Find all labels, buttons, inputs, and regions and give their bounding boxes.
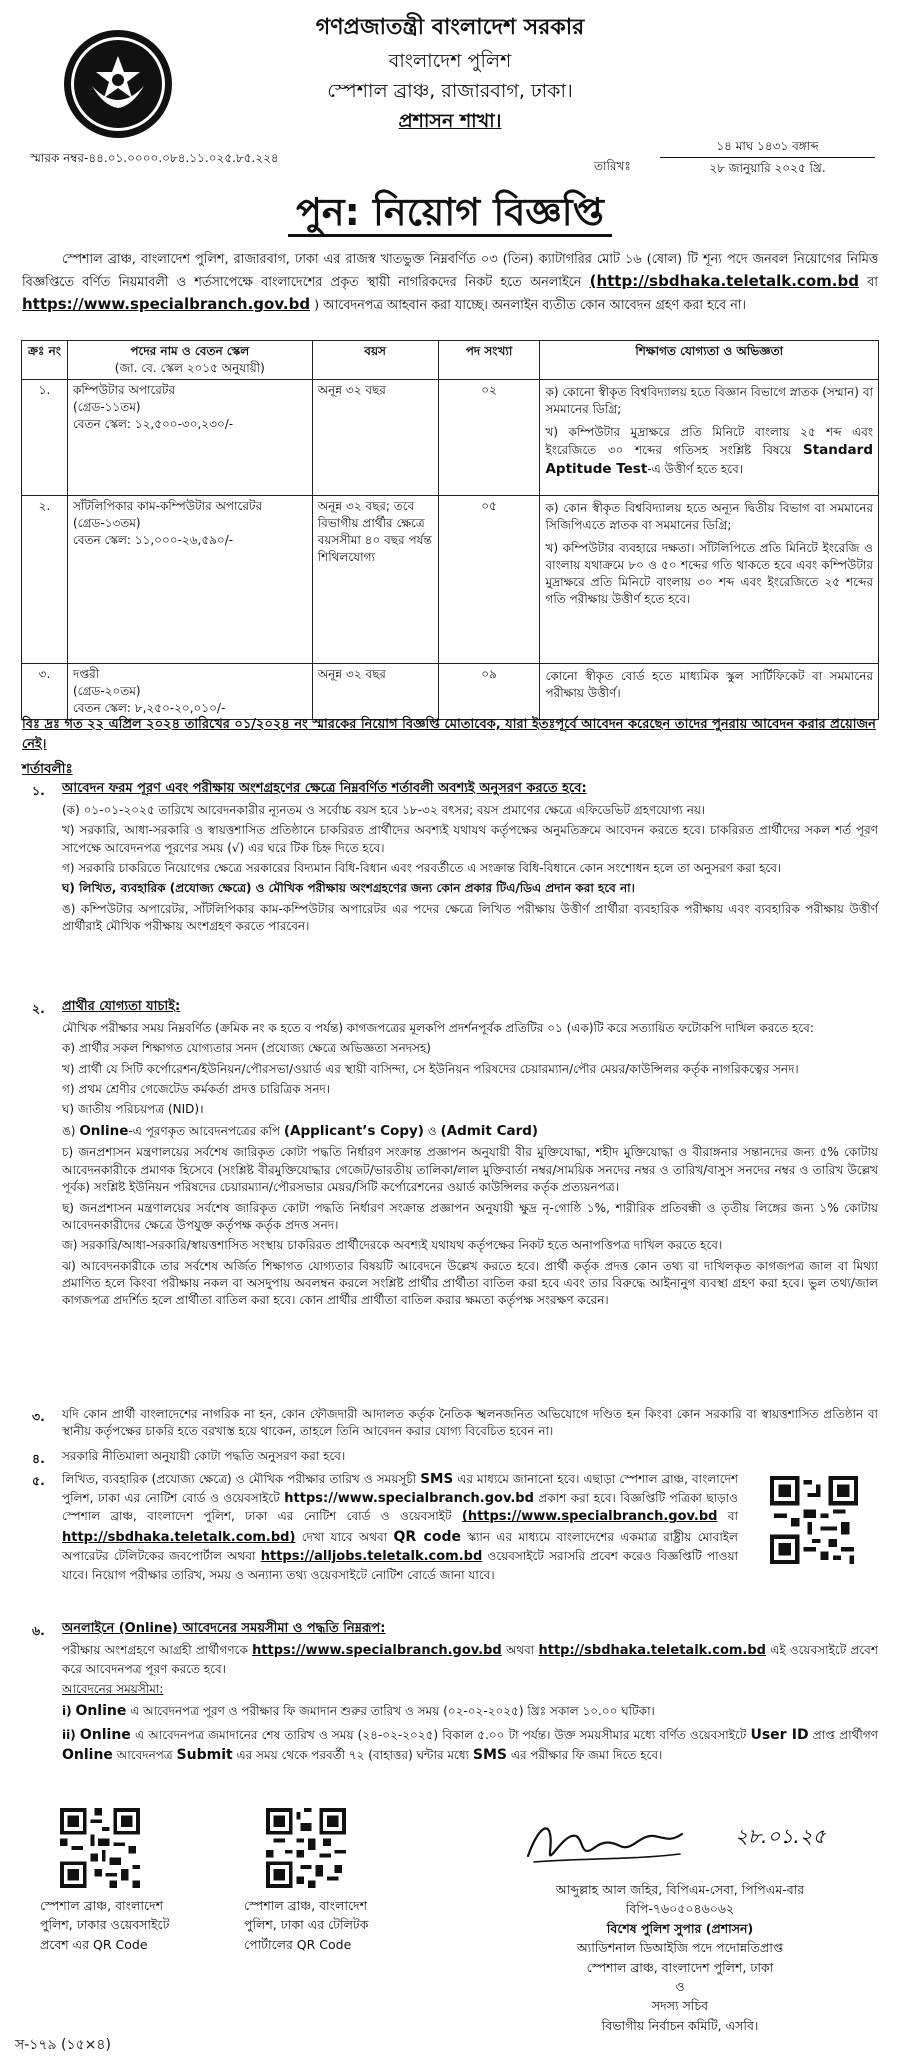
condition-2-k: ক) প্রার্থীর সকল শিক্ষাগত যোগ্যতার সনদ (প্রযোজ্য ক্ষেত্রে অভিজ্ঞতা সনদসহ) — [62, 1041, 431, 1056]
ng-text: -এ পূরণকৃত আবেদনপত্রের কপি — [128, 1123, 281, 1138]
condition-1-g: গ) সরকারি চাকরিতে নিয়োগের ক্ষেত্রে সরকারের বিদ্যমান বিধি-বিধান এবং পরবর্তীতে এ সংক্রান্ত বিধি-বিধানে কোন সংশোধন হলে তা অনুসরণ করা হবে। — [62, 861, 782, 876]
col-post-sub: (জা. বে. স্কেল ২০১৫ অনুযায়ী) — [114, 361, 265, 376]
condition-1-gh: ঘ) লিখিত, ব্যবহারিক (প্রযোজ্য ক্ষেত্রে) ও মৌখিক পরীক্ষায় অংশগ্রহণের জন্য কোন প্রকার টিএ/ডিএ প্রদান করা হবে না। — [62, 881, 635, 896]
qr-caption-mid-3: পোর্টালের QR Code — [244, 1936, 352, 1952]
row-count: ০৯ — [438, 664, 540, 720]
post-name: দপ্তরী — [72, 667, 100, 682]
c6-i-text: এ আবেদনপত্র পূরণ ও পরীক্ষার ফি জমাদান শুরুর তারিখ ও সময় (০২-০২-২০২৫) খ্রিঃ সকাল ১০.০০ ঘটিকা। — [130, 1704, 655, 1719]
intro-text: স্পেশাল ব্রাঞ্চ, বাংলাদেশ পুলিশ, রাজারবাগ, ঢাকা এর রাজস্ব খাতভুক্ত নিম্নবর্ণিত ০৩ (তিন) ক্যাটাগরির মোট ১৬ (ষোল) টি শূন্য পদে জনবল নিয়োগের নিমিত্ত বিজ্ঞপ্তিতে বর্ণিত নিয়মাবলী ও শর্তসাপেক্ষে বাংলাদেশের প্রকৃত স্থায়ী নাগরিকদের নিকট হতে অনলাইনে — [22, 252, 878, 290]
signatory-designation: বিশেষ পুলিশ সুপার (প্রশাসন) — [606, 1920, 754, 1936]
print-code: স-১৭৯ (১৫×৪) — [15, 2037, 111, 2053]
condition-2-kh: খ) প্রার্থী যে সিটি কর্পোরেশন/ইউনিয়ন/পৌরসভা/ওয়ার্ড এর স্থায়ী বাসিন্দা, সে ইউনিয়ন পরিষদের চেয়ারম্যান/পৌর মেয়র/কাউন্সিলর কর্তৃক নাগরিকত্বের সনদ। — [62, 1061, 799, 1076]
signatory-committee: বিভাগীয় নির্বাচন কমিটি, এসবি। — [601, 2017, 759, 2033]
c6-ii-online-2: Online — [62, 1747, 113, 1764]
condition-2-jh: ঝ) আবেদনকারীকে তার সর্বশেষ অর্জিত শিক্ষাগত যোগ্যতার বিষয়টি আবেদনে উল্লেখ করতে হবে। প্রার্থী কর্তৃক প্রদত্ত কোন তথ্য বা দাখিলকৃত কাগজপত্র জাল বা মিথ্যা প্রমাণিত হলে কিংবা পরীক্ষায় নকল বা অসদুপায় অবলম্বন করলে সংশ্লিষ্ট প্রার্থীর প্রার্থীতা বাতিল করা হবে এবং তার বিরুদ্ধে আইনানুগ ব্যবস্থা গ্রহণ করা হবে। ভুল তথ্য/জাল কাগজপত্র প্রদর্শিত হলে প্রার্থীতা বাতিল করা হবে। কোন প্রার্থীর প্রার্থীতা বাতিল করার ক্ষমতা কর্তৃপক্ষ সংরক্ষণ করেন। — [62, 1258, 878, 1308]
row-age: অনূন্ন ৩২ বছর — [312, 664, 438, 720]
qr-caption-mid-1: স্পেশাল ব্রাঞ্চ, বাংলাদেশ — [244, 1898, 367, 1913]
c6-i-num: i) — [62, 1704, 72, 1719]
col-qual: শিক্ষাগত যোগ্যতা ও অভিজ্ঞতা — [540, 341, 879, 380]
c5-text-b: এর মাধ্যমে জানানো হবে। এছাড়া স্পেশাল ব্রাঞ্চ, বাংলাদেশ পুলিশ, ঢাকা এর নোটিশ বোর্ড ও ওয়েবসাইটে — [62, 1472, 738, 1505]
condition-2-gh: ঘ) জাতীয় পরিচয়পত্র (NID)। — [62, 1102, 204, 1117]
c5-text-f: স্ক্যান এর মাধ্যমে বাংলাদেশের একমাত্র রাষ্ট্রীয় মোবাইল অপারেটর টেলিটকের জবপোর্টাল অথবা — [62, 1530, 738, 1564]
c6-intro-a: পরীক্ষায় অংশগ্রহণে আগ্রহী প্রার্থীগণকে — [62, 1642, 248, 1657]
special-note: বিঃ দ্রঃ গত ২২ এপ্রিল ২০২৪ তারিখের ০১/২০২৪ নং স্মারকের নিয়োগ বিজ্ঞপ্তি মোতাবেক, যারা ইতঃপূর্বে আবেদন করেছেন তাদের পুনরায় আবেদন করার প্রয়োজন নেই। — [22, 717, 876, 752]
qual-b-test: Standard Aptitude Test — [545, 442, 873, 478]
signatory-bp: বিপি-৭৬০৫০৪৬০৬২ — [625, 1901, 735, 1917]
col-age: বয়স — [312, 341, 438, 380]
col-post — [67, 341, 312, 380]
c5-text-a: লিখিত, ব্যবহারিক (প্রযোজ্য ক্ষেত্রে) ও মৌখিক পরীক্ষার তারিখ ও সময়সূচী — [62, 1472, 417, 1486]
row-sl: ২. — [22, 496, 68, 664]
c5-url-specialbranch[interactable]: https://www.specialbranch.gov.bd — [284, 1490, 534, 1506]
c6-deadline-end — [62, 1725, 878, 1766]
condition-1-kh: খ) সরকারি, আধা-সরকারি ও স্বায়ত্তশাসিত প্রতিষ্ঠানে চাকরিরত প্রার্থীদের অবশ্যই যথাযথ কর্তৃপক্ষের অনুমতিক্রমে আবেদন করতে হবে। চাকরিরত প্রার্থীদের সকল শর্ত পূরণ সাপেক্ষে আবেদনপত্র পূরণের সময় (√) এর ঘরে টিক চিহ্ন দিতে হবে। — [62, 823, 878, 855]
c6-ii-text-c: আবেদনপত্র — [116, 1748, 173, 1763]
qual-b-text: খ) কম্পিউটার মুদ্রাক্ষরে প্রতি মিনিটে বাংলায় ২৫ শব্দ এবং ইংরেজিতে ৩০ শব্দের গতিসহ সংশ্লিষ্ট বিষয়ে — [545, 425, 873, 458]
row-sl: ৩. — [22, 664, 68, 720]
notice-title — [0, 186, 900, 240]
qr-code-notice-graphic — [770, 1476, 858, 1564]
qual-a: কোনো স্বীকৃত বোর্ড হতে মাধ্যমিক স্কুল সার্টিফিকেট বা সমমানের পরীক্ষায় উত্তীর্ণ। — [545, 669, 873, 701]
condition-1-heading: আবেদন ফরম পূরণ এবং পরীক্ষায় অংশগ্রহণের ক্ষেত্রে নিম্নবর্ণিত শর্তাবলী অবশ্যই অনুসরণ করতে হবে: — [62, 781, 587, 796]
signature-date: ২৮.০১.২৫ — [735, 1824, 826, 1848]
qr-caption-mid-2: পুলিশ, ঢাকা এর টেলিটক — [244, 1917, 369, 1933]
table-row — [22, 380, 879, 496]
c5-sms: SMS — [420, 1471, 454, 1487]
qr-code-specialbranch[interactable] — [60, 1808, 140, 1888]
date-block — [660, 136, 875, 179]
notice-title-text: পুন: নিয়োগ বিজ্ঞপ্তি — [288, 190, 612, 237]
col-post-label: পদের নাম ও বেতন স্কেল — [130, 344, 250, 358]
date-label: তারিখঃ — [594, 159, 631, 173]
c5-url-alljobs[interactable]: https://alljobs.teletalk.com.bd — [260, 1549, 483, 1565]
row-count: ০২ — [438, 380, 540, 496]
row-qual — [540, 380, 879, 496]
c6-ii-text-a: এ আবেদনপত্র জমাদানের শেষ তারিখ ও সময় (২৪-০২-২০২৫) বিকাল ৫.০০ টা পর্যন্ত। উক্ত সময়সীমার মধ্যে বর্ণিত ওয়েবসাইটে — [134, 1727, 747, 1742]
condition-1-k: (ক) ০১-০১-২০২৫ তারিখে আবেদনকারীর ন্যূনতম ও সর্বোচ্চ বয়স হবে ১৮-৩২ বৎসর; বয়স প্রমাণের ক্ষেত্রে এফিডেভিট গ্রহণযোগ্য নয়। — [62, 802, 706, 817]
condition-2-g: গ) প্রথম শ্রেণীর গেজেটেড কর্মকর্তা প্রদত্ত চারিত্রিক সনদ। — [62, 1082, 331, 1097]
qr-caption-left-3: প্রবেশ এর QR Code — [40, 1936, 148, 1952]
qual-b-end: -এ উত্তীর্ণ হতে হবে। — [647, 462, 744, 477]
handwritten-signature — [520, 1812, 690, 1872]
signatory-name: আব্দুল্লাহ আল জহির, বিপিএম-সেবা, পিপিএম-বার — [555, 1882, 805, 1897]
c6-ii-online: Online — [79, 1726, 131, 1743]
cond-5-num: ৫. — [32, 1473, 45, 1488]
signatory-office: স্পেশাল ব্রাঞ্চ, বাংলাদেশ পুলিশ, ঢাকা — [586, 1959, 774, 1975]
teletalk-link[interactable]: (http://sbdhaka.teletalk.com.bd — [589, 271, 859, 290]
c5-text-c: প্রকাশ করা হবে। বিজ্ঞপ্তিটি পত্রিকা ছাড়াও স্পেশাল ব্রাঞ্চ, বাংলাদেশ পুলিশ, ঢাকা এর নোটিশ বোর্ড ও ওয়েবসাইট — [62, 1490, 738, 1524]
c6-ii-text-b: প্রাপ্ত প্রার্থীগণ — [812, 1727, 878, 1742]
c6-ii-num: ii) — [62, 1727, 76, 1742]
signatory-additional: অ্যাডিশনাল ডিআইজি পদে পদোন্নতিপ্রাপ্ত — [576, 1940, 784, 1956]
post-grade: (গ্রেড-১১তম) — [72, 400, 141, 415]
post-grade: (গ্রেড-২০তম) — [72, 684, 141, 699]
cond-3-num: ৩. — [32, 1409, 45, 1424]
row-qual — [540, 664, 879, 720]
row-age: অনূন্ন ৩২ বছর; তবে বিভাগীয় প্রার্থীর ক্ষেত্রে বয়সসীমা ৪০ বছর পর্যন্ত শিথিলযোগ্য — [312, 496, 438, 664]
condition-6 — [62, 1620, 878, 1768]
table-row — [22, 496, 879, 664]
c6-i-online: Online — [75, 1703, 127, 1720]
government-title: গণপ্রজাতন্ত্রী বাংলাদেশ সরকার — [315, 15, 585, 40]
c6-deadline-start — [62, 1701, 878, 1721]
c6-ii-userid: User ID — [750, 1726, 809, 1743]
row-age: অনূন্ন ৩২ বছর — [312, 380, 438, 496]
qr-code-teletalk[interactable] — [266, 1808, 346, 1888]
cond-4-num: ৪. — [32, 1451, 45, 1466]
condition-2-ch: চ) জনপ্রশাসন মন্ত্রণালয়ের সর্বশেষ জারিকৃত কোটা পদ্ধতি নির্ধারণ সংক্রান্ত প্রজ্ঞাপন অনুযায়ী বীর মুক্তিযোদ্ধা, শহীদ মুক্তিযোদ্ধা ও বীরাঙ্গনার সন্তানদের জন্য ৫% কোটায় আবেদনকারীকে প্রমাণক হিসেবে (সংশ্লিষ্ট বীরমুক্তিযোদ্ধার গেজেট/ভারতীয় তালিকা/লাল মুক্তিবার্তা নম্বর/সাময়িক সনদের নম্বর ও তারিখ/বাসুস সনদের নম্বর ও তারিখ উল্লেখ পূর্বক) সংশ্লিষ্ট ইউনিয়ন পরিষদের চেয়ারম্যান/পৌরসভার মেয়র/সিটি কর্পোরেশনের ওয়ার্ড কাউন্সিলর কর্তৃক প্রত্যয়নপত্র। — [62, 1145, 878, 1195]
ng-and: ও — [427, 1123, 437, 1138]
condition-2-ng — [62, 1122, 878, 1142]
vacancy-table — [21, 340, 879, 720]
condition-6-heading: অনলাইনে (Online) আবেদনের সময়সীমা ও পদ্ধতি নিম্নরূপ: — [62, 1621, 386, 1636]
post-scale: বেতন স্কেল: ৮,২৫০-২০,০১০/- — [72, 701, 226, 716]
special-branch-logo — [62, 28, 174, 140]
c5-or: বা — [727, 1509, 738, 1524]
cond-2-num: ২. — [32, 1001, 45, 1016]
office-address: স্পেশাল ব্রাঞ্চ, রাজারবাগ, ঢাকা। — [327, 80, 573, 102]
condition-1-ng: ঙ) কম্পিউটার অপারেটর, সাঁটলিপিকার কাম-কম্পিউটার অপারেটর এর পদের ক্ষেত্রে লিখিত পরীক্ষায় উত্তীর্ণ প্রার্থীরা ব্যবহারিক পরীক্ষায় এবং ব্যবহারিক পরীক্ষায় উত্তীর্ণ প্রার্থীরাই মৌখিক পরীক্ষায় অংশগ্রহণ করতে পারবেন। — [62, 901, 878, 934]
col-sl: ক্রঃ নং — [22, 341, 68, 380]
post-grade: (গ্রেড-১৩তম) — [72, 516, 141, 531]
condition-2-j: জ) সরকারি/আধা-সরকারি/স্বায়ত্তশাসিত সংস্থায় চাকরিরত প্রার্থীদেরকে অবশ্যই যথাযথ কর্তৃপক্ষের নিকট হতে অনাপত্তিপত্র দাখিল করতে হবে। — [62, 1238, 723, 1253]
row-count: ০৫ — [438, 496, 540, 664]
qr-caption-left-1: স্পেশাল ব্রাঞ্চ, বাংলাদেশ — [40, 1898, 163, 1913]
post-name: সাঁটলিপিকার কাম-কম্পিউটার অপারেটর — [72, 499, 263, 514]
section-name: প্রশাসন শাখা। — [398, 110, 502, 132]
intro-paragraph — [22, 250, 878, 316]
c5-url-specialbranch-2[interactable]: (https://www.specialbranch.gov.bd — [461, 1509, 718, 1525]
ng-admit-card: (Admit Card) — [440, 1122, 539, 1139]
c5-text-g: ওয়েবসাইটে সরাসরি প্রবেশ করেও বিজ্ঞপ্তিটি পাওয়া যাবে। নিয়োগ পরীক্ষার তারিখ, সময় ও অন্যান্য তথ্য ওয়েবসাইটে নোটিশ বোর্ডে জানা যাবে। — [62, 1549, 738, 1582]
qr-code-teletalk-graphic — [266, 1808, 346, 1888]
specialbranch-link[interactable]: https://www.specialbranch.gov.bd — [22, 295, 311, 314]
c6-intro-c: এই ওয়েবসাইটে প্রবেশ করে আবেদনপত্র পূরণ করতে হবে। — [62, 1642, 878, 1676]
row-sl: ১. — [22, 380, 68, 496]
condition-3: যদি কোন প্রার্থী বাংলাদেশের নাগরিক না হন, কোন ফৌজদারী আদালত কর্তৃক নৈতিক স্খলনজনিত অভিযোগে দণ্ডিত হন কিংবা কোন সরকারি বা স্বায়ত্তশাসিত প্রতিষ্ঠান বা স্থানীয় কর্তৃপক্ষের চাকরি হতে বরখাস্ত হয়ে থাকেন, তাহলে তিনি আবেদন করার যোগ্য বিবেচিত হবেন না। — [62, 1407, 878, 1439]
signatory-and: ও — [675, 1978, 685, 1994]
c6-intro-or: অথবা — [505, 1642, 535, 1657]
condition-2 — [62, 998, 878, 1313]
intro-or: বা — [867, 274, 878, 290]
condition-1 — [62, 780, 878, 939]
condition-2-heading: প্রার্থীর যোগ্যতা যাচাই: — [62, 999, 181, 1014]
c6-ii-text-d: এর সময় থেকে পরবর্তী ৭২ (বাহাত্তর) ঘন্টার মধ্যে — [236, 1748, 470, 1763]
qr-caption-specialbranch — [40, 1896, 240, 1954]
condition-6-intro — [62, 1642, 878, 1678]
signatory-member: সদস্য সচিব — [651, 1998, 709, 2014]
police-title: বাংলাদেশ পুলিশ — [388, 50, 512, 72]
post-name: কম্পিউটার অপারেটর — [72, 383, 176, 398]
condition-2-intro: মৌখিক পরীক্ষার সময় নিম্নবর্ণিত (ক্রমিক নং ক হতে ব পর্যন্ত) কাগজপত্রের মূলকপি প্রদর্শনপূর্বক প্রতিটির ০১ (এক)টি করে সত্যায়িত ফটোকপি দাখিল করতে হবে: — [62, 1020, 814, 1035]
table-header-row — [22, 341, 879, 380]
condition-4: সরকারি নীতিমালা অনুযায়ী কোটা পদ্ধতি অনুসরণ করা হবে। — [62, 1449, 346, 1463]
date-bangla: ১৪ মাঘ ১৪৩১ বঙ্গাব্দ — [660, 136, 875, 158]
signatory-block — [500, 1880, 860, 2035]
qr-code-notice[interactable] — [770, 1476, 858, 1564]
post-scale: বেতন স্কেল: ১১,০০০-২৬,৫৯০/- — [72, 533, 234, 548]
condition-5 — [62, 1470, 738, 1584]
qr-caption-teletalk — [244, 1896, 444, 1954]
c6-ii-text-e: এর পরীক্ষার ফি জমা দিতে হবে। — [510, 1748, 663, 1763]
c6-url-specialbranch[interactable]: https://www.specialbranch.gov.bd — [252, 1642, 502, 1658]
table-row — [22, 664, 879, 720]
col-count: পদ সংখ্যা — [438, 341, 540, 380]
date-english: ২৮ জানুয়ারি ২০২৫ খ্রি. — [709, 161, 826, 176]
row-post — [67, 664, 312, 720]
qual-b: খ) কম্পিউটার ব্যবহারে দক্ষতা। সাঁটলিপিতে প্রতি মিনিটে ইংরেজি ও বাংলায় যথাক্রমে ৮০ ও ৫০ শব্দের গতি থাকতে হবে এবং কম্পিউটার মুদ্রাক্ষরে প্রতি মিনিটে বাংলায় ৩০ শব্দ এবং ইংরেজিতে ২৫ শব্দের গতি পরীক্ষায় উত্তীর্ণ হতে হবে। — [545, 541, 873, 607]
condition-2-chh: ছ) জনপ্রশাসন মন্ত্রণালয়ের সর্বশেষ জারিকৃত কোটা পদ্ধতি নির্ধারণ সংক্রান্ত প্রজ্ঞাপন অনুযায়ী ক্ষুদ্র নৃ-গোষ্ঠি ১%, শারীরিক প্রতিবন্ধী ও তৃতীয় লিঙ্গের জন্য ১% কোটায় আবেদনকারীদের ক্ষেত্রে উপযুক্ত কর্তৃপক্ষ কর্তৃক প্রদত্ত সনদ। — [62, 1200, 878, 1232]
c5-qr-label: QR code — [393, 1529, 461, 1546]
cond-1-num: ১. — [32, 783, 45, 798]
memo-number: স্মারক নম্বর-৪৪.০১.০০০০.০৮৪.১১.০২৫.৮৫.২২৪ — [30, 151, 279, 165]
ng-label: ঙ) — [62, 1123, 76, 1138]
ng-online: Online — [79, 1122, 129, 1139]
qual-a: ক) কোনো স্বীকৃত বিশ্ববিদ্যালয় হতে বিজ্ঞান বিভাগে স্নাতক (সম্মান) বা সমমানের ডিগ্রি; — [545, 385, 873, 417]
qual-a: ক) কোন স্বীকৃত বিশ্ববিদ্যালয় হতে অন্যূন দ্বিতীয় বিভাগ বা সমমানের সিজিপিএতে স্নাতক বা সমমানের ডিগ্রি; — [545, 501, 873, 533]
c5-text-e: দেখা যাবে অথবা — [301, 1530, 388, 1545]
intro-text-end: ) আবেদনপত্র আহবান করা যাচ্ছে। অনলাইন ব্যতীত কোন আবেদন গ্রহণ করা হবে না। — [314, 298, 746, 314]
cond-6-num: ৬. — [32, 1623, 45, 1638]
qr-caption-left-2: পুলিশ, ঢাকার ওয়েবসাইটে — [40, 1917, 170, 1933]
conditions-title: শর্তাবলীঃ — [22, 761, 73, 777]
c5-url-teletalk[interactable]: http://sbdhaka.teletalk.com.bd) — [62, 1530, 296, 1546]
row-post — [67, 380, 312, 496]
row-qual — [540, 496, 879, 664]
post-scale: বেতন স্কেল: ১২,৫০০-৩০,২৩০/- — [72, 417, 234, 432]
ng-applicant-copy: (Applicant’s Copy) — [283, 1122, 424, 1139]
qr-code-specialbranch-graphic — [60, 1808, 140, 1888]
row-post — [67, 496, 312, 664]
c6-ii-sms: SMS — [472, 1747, 507, 1764]
qual-b — [545, 422, 873, 483]
c6-url-teletalk[interactable]: http://sbdhaka.teletalk.com.bd — [538, 1642, 766, 1658]
c6-ii-submit: Submit — [176, 1747, 233, 1764]
c6-deadline-heading: আবেদনের সময়সীমা: — [62, 1682, 164, 1697]
